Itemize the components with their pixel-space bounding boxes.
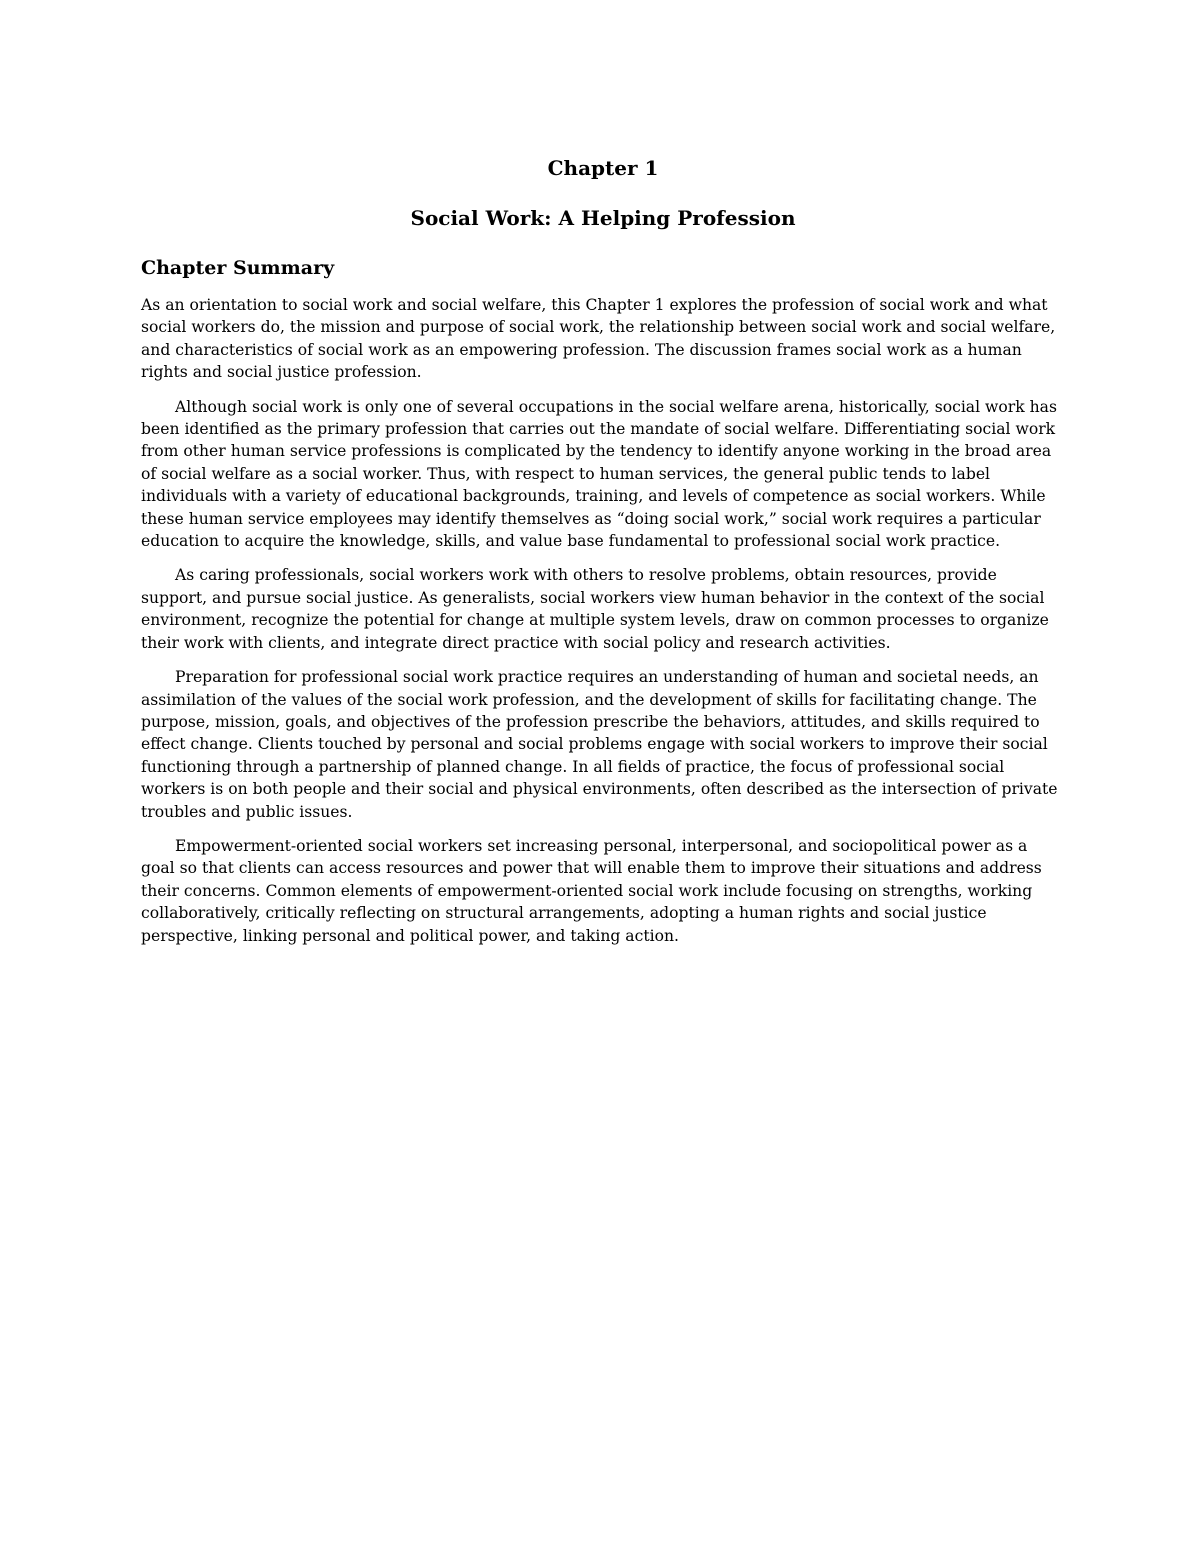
- page-content: [141, 155, 1065, 959]
- summary-paragraph: As an orientation to social work and social welfare, this Chapter 1 explores the profession of social work and what social workers do, the mission and purpose of social work, the relationship between social work and social welfare, and characteristics of social work as an empowering profession. The discussion frames social work as a human rights and social justice profession.: [141, 296, 1056, 382]
- chapter-title: Social Work: A Helping Profession: [410, 206, 796, 230]
- summary-paragraph: Although social work is only one of several occupations in the social welfare arena, historically, social work has been identified as the primary profession that carries out the mandate of social welfare. Differentiating social work from other human service professions is complicated by the tendency to identify anyone working in the broad area of social welfare as a social worker. Thus, with respect to human services, the general public tends to label individuals with a variety of educational backgrounds, training, and levels of competence as social workers. While these human service employees may identify themselves as “doing social work,” social work requires a particular education to acquire the knowledge, skills, and value base fundamental to professional social work practice.: [141, 397, 1057, 551]
- section-heading: Chapter Summary: [141, 257, 335, 279]
- summary-paragraph: Preparation for professional social work practice requires an understanding of human and societal needs, an assimilation of the values of the social work profession, and the development of skills for facilitating change. The purpose, mission, goals, and objectives of the profession prescribe the behaviors, attitudes, and skills required to effect change. Clients touched by personal and social problems engage with social workers to improve their social functioning through a partnership of planned change. In all fields of practice, the focus of professional social workers is on both people and their social and physical environments, often described as the intersection of private troubles and public issues.: [141, 668, 1058, 821]
- summary-paragraph: Empowerment-oriented social workers set increasing personal, interpersonal, and sociopolitical power as a goal so that clients can access resources and power that will enable them to improve their situations and address their concerns. Common elements of empowerment-oriented social work include focusing on strengths, working collaboratively, critically reflecting on structural arrangements, adopting a human rights and social justice perspective, linking personal and political power, and taking action.: [141, 836, 1042, 945]
- chapter-number: Chapter 1: [547, 156, 659, 180]
- summary-paragraph: As caring professionals, social workers work with others to resolve problems, obtain resources, provide support, and pursue social justice. As generalists, social workers view human behavior in the context of the social environment, recognize the potential for change at multiple system levels, draw on common processes to organize their work with clients, and integrate direct practice with social policy and research activities.: [141, 566, 1049, 652]
